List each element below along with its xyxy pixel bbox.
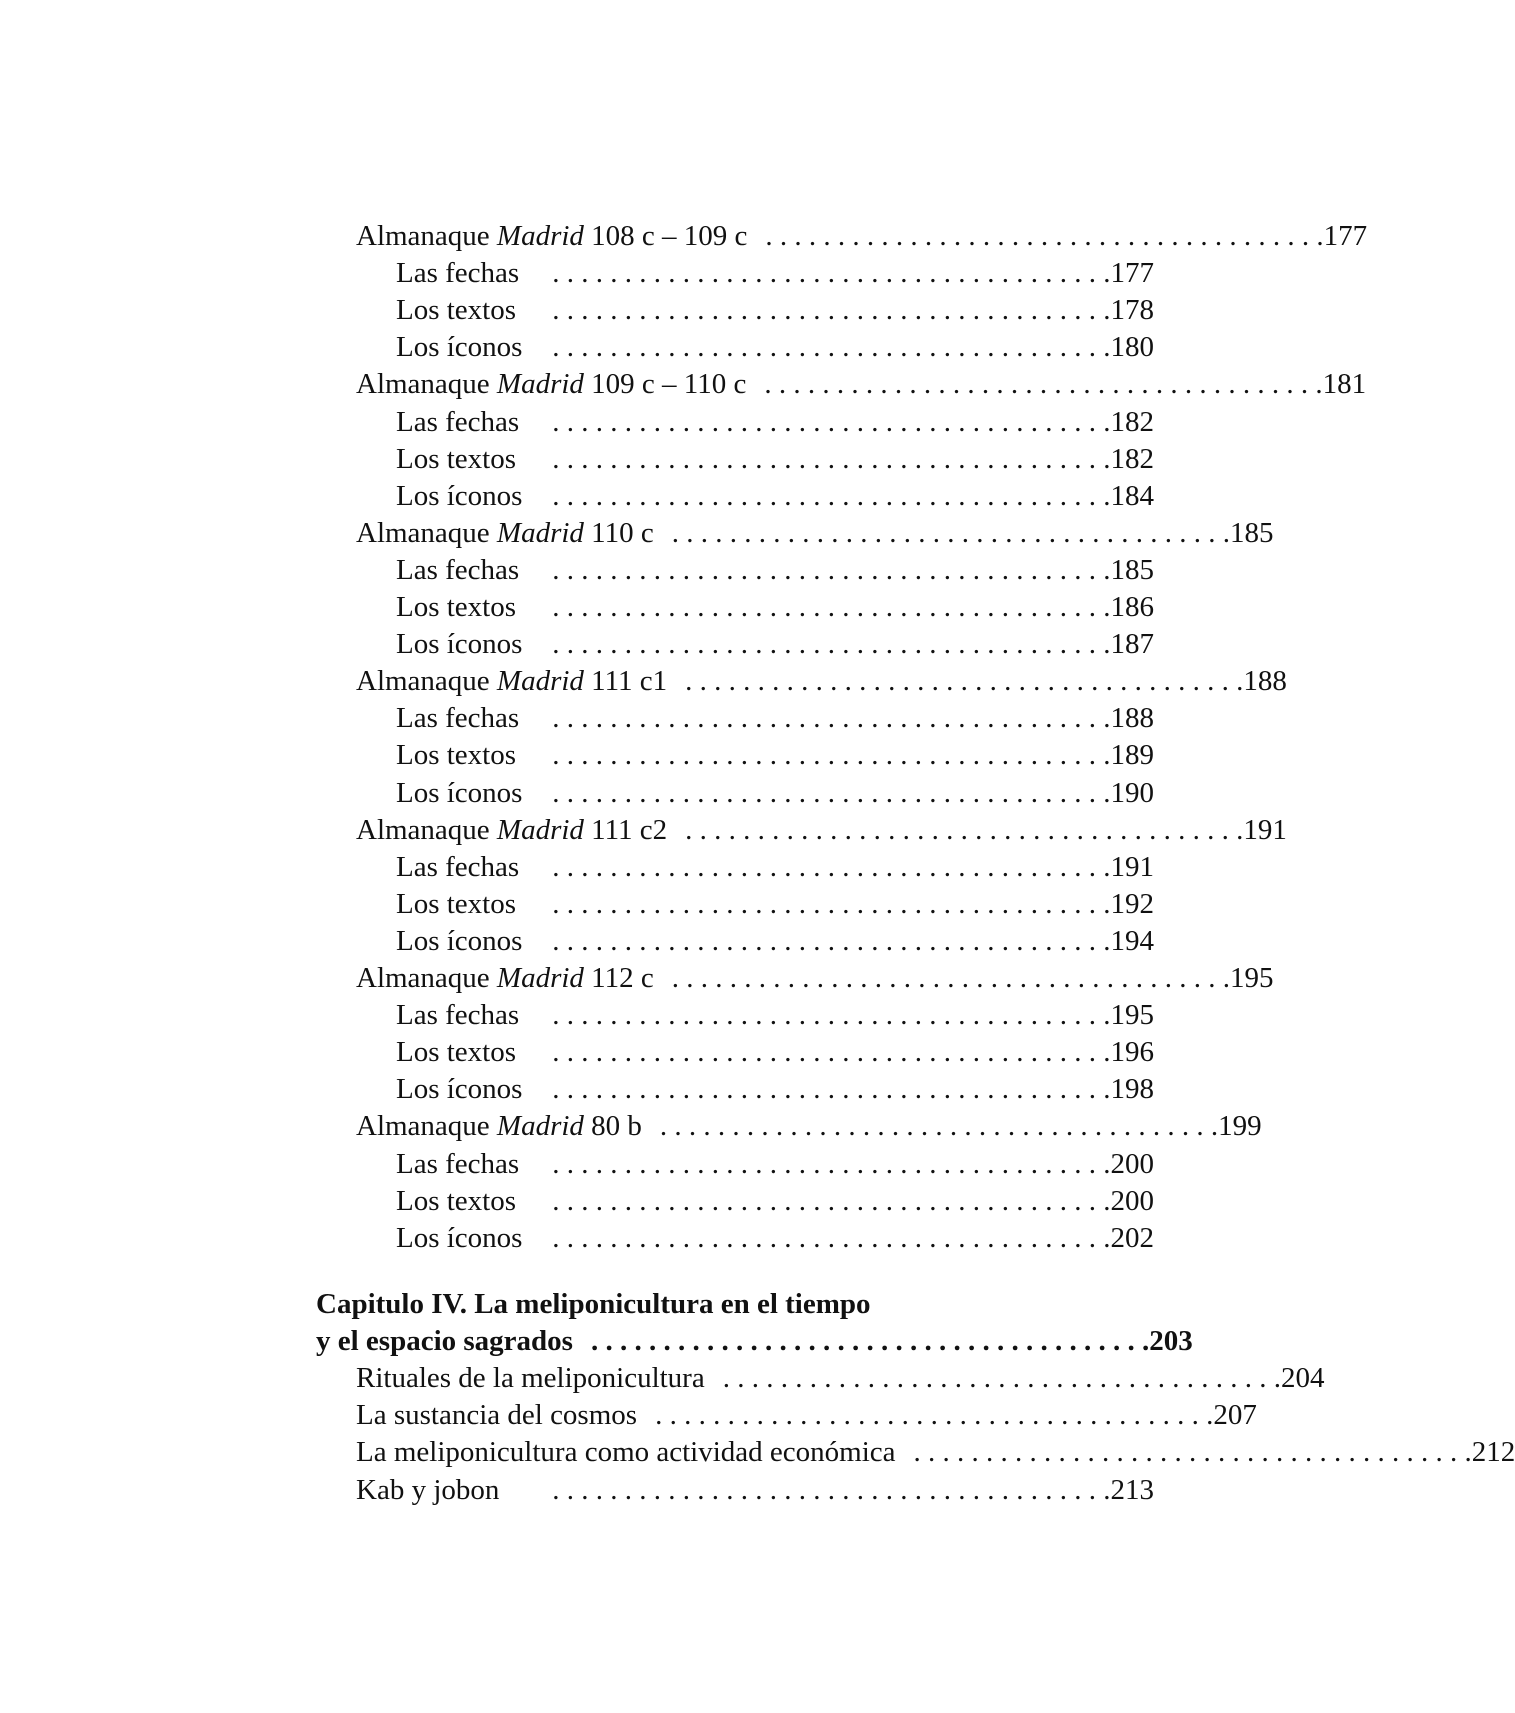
page-number: 191: [1243, 813, 1287, 846]
entry-title: Kab y jobon: [356, 1473, 500, 1506]
dot-leader: . . . . . . . . . . . . . . . . . . . . . . . . . . . . . . . . . . . . . . .: [552, 628, 1111, 661]
dot-leader: . . . . . . . . . . . . . . . . . . . . . . . . . . . . . . . . . . . . . . .: [552, 850, 1111, 883]
dot-leader: . . . . . . . . . . . . . . . . . . . . . . . . . . . . . . . . . . . . . . .: [552, 776, 1111, 809]
page-number: 188: [1243, 665, 1287, 698]
entry-title: Almanaque Madrid 112 c: [356, 962, 654, 994]
page-number: 185: [1110, 553, 1154, 586]
page-number: 200: [1110, 1147, 1154, 1180]
toc-entry-subsection[interactable]: [396, 329, 1154, 366]
toc-entry-section[interactable]: [356, 515, 1274, 552]
dot-leader: . . . . . . . . . . . . . . . . . . . . . . . . . . . . . . . . . . . . . . .: [765, 220, 1324, 252]
entry-title: Las fechas: [396, 553, 520, 586]
page-number: 188: [1110, 702, 1154, 735]
entry-title: Los textos: [396, 887, 517, 920]
entry-title: Almanaque Madrid 108 c – 109 c: [356, 220, 748, 252]
dot-leader: . . . . . . . . . . . . . . . . . . . . . . . . . . . . . . . . . . . . . . .: [552, 999, 1111, 1032]
dot-leader: . . . . . . . . . . . . . . . . . . . . . . . . . . . . . . . . . . . . . . .: [671, 516, 1230, 549]
page-number: 184: [1110, 479, 1154, 512]
page-number: 190: [1110, 776, 1154, 809]
entry-title: Los textos: [396, 1036, 517, 1069]
toc-entry-subsection[interactable]: [396, 478, 1154, 515]
page-number: 182: [1110, 442, 1154, 475]
dot-leader: . . . . . . . . . . . . . . . . . . . . . . . . . . . . . . . . . . . . . . .: [671, 962, 1230, 994]
entry-title: Los íconos: [396, 1221, 523, 1254]
toc-entry-subsection[interactable]: [396, 775, 1154, 812]
page-number: 177: [1110, 257, 1154, 290]
entry-title: Las fechas: [396, 999, 520, 1032]
toc-entry-section[interactable]: [356, 812, 1287, 849]
toc-entry-section[interactable]: [356, 1472, 1154, 1509]
page-number: 187: [1110, 628, 1154, 661]
entry-title: Los íconos: [396, 479, 523, 512]
page-number: 178: [1110, 294, 1154, 327]
page-number: 202: [1110, 1221, 1154, 1254]
dot-leader: . . . . . . . . . . . . . . . . . . . . . . . . . . . . . . . . . . . . . . .: [552, 257, 1111, 290]
entry-title: Almanaque Madrid 111 c2: [356, 813, 668, 846]
page-number: 186: [1110, 591, 1154, 623]
chapter-title-line1: [316, 1286, 1154, 1323]
toc-entry-subsection[interactable]: [396, 626, 1154, 663]
page-number: 194: [1110, 924, 1154, 957]
entry-title: La sustancia del cosmos: [356, 1399, 638, 1432]
page-number: 177: [1323, 220, 1368, 252]
toc-entry-section[interactable]: [356, 663, 1287, 700]
toc-entry-section[interactable]: [356, 1108, 1262, 1145]
entry-title: Almanaque Madrid 80 b: [356, 1110, 642, 1143]
entry-title: Las fechas: [396, 850, 520, 883]
toc-entry-subsection[interactable]: [396, 292, 1154, 329]
page-number: 199: [1218, 1110, 1262, 1143]
dot-leader: . . . . . . . . . . . . . . . . . . . . . . . . . . . . . . . . . . . . . . .: [552, 1036, 1111, 1069]
dot-leader: . . . . . . . . . . . . . . . . . . . . . . . . . . . . . . . . . . . . . . .: [655, 1399, 1214, 1432]
entry-title: Las fechas: [396, 1147, 520, 1180]
page-number: 207: [1213, 1399, 1257, 1432]
toc-entry-subsection[interactable]: [396, 849, 1154, 886]
dot-leader: . . . . . . . . . . . . . . . . . . . . . . . . . . . . . . . . . . . . . . .: [685, 813, 1244, 846]
toc-entry-subsection[interactable]: [396, 1146, 1154, 1183]
toc-entry-subsection[interactable]: [396, 552, 1154, 589]
page-number: 212: [1471, 1436, 1515, 1469]
toc-entry-subsection[interactable]: [396, 255, 1154, 292]
dot-leader: . . . . . . . . . . . . . . . . . . . . . . . . . . . . . . . . . . . . . . .: [552, 1147, 1111, 1180]
dot-leader: . . . . . . . . . . . . . . . . . . . . . . . . . . . . . . . . . . . . . . .: [552, 591, 1111, 623]
page-number: 198: [1110, 1073, 1154, 1106]
entry-title: La meliponicultura como actividad económica: [356, 1436, 896, 1469]
dot-leader: . . . . . . . . . . . . . . . . . . . . . . . . . . . . . . . . . . . . . . .: [552, 442, 1111, 475]
entry-title: Los textos: [396, 1184, 517, 1217]
entry-title: Los íconos: [396, 1073, 523, 1106]
entry-title: Los textos: [396, 591, 517, 623]
entry-title: Los íconos: [396, 776, 523, 809]
entry-title: Almanaque Madrid 111 c1: [356, 665, 668, 698]
entry-title: Las fechas: [396, 257, 520, 290]
toc-entry-subsection[interactable]: [396, 1220, 1154, 1257]
toc-entry-subsection[interactable]: [396, 923, 1154, 960]
entry-title: Almanaque Madrid 110 c: [356, 516, 654, 549]
page-number: 180: [1110, 331, 1154, 364]
page-number: 192: [1110, 887, 1154, 920]
dot-leader: . . . . . . . . . . . . . . . . . . . . . . . . . . . . . . . . . . . . . . .: [552, 1184, 1111, 1217]
entry-title: Las fechas: [396, 405, 520, 438]
page-number: 181: [1322, 368, 1367, 401]
toc-entry-section[interactable]: [356, 1360, 1325, 1397]
page-number: 195: [1229, 962, 1274, 994]
toc-entry-subsection[interactable]: [396, 1071, 1154, 1108]
dot-leader: . . . . . . . . . . . . . . . . . . . . . . . . . . . . . . . . . . . . . . .: [552, 553, 1111, 586]
page-number: 196: [1110, 1036, 1154, 1069]
entry-title: Los textos: [396, 442, 517, 475]
toc-entry-subsection[interactable]: [396, 1183, 1154, 1220]
toc-entry-subsection[interactable]: [396, 886, 1154, 923]
page-number: 191: [1110, 850, 1154, 883]
page-number: 200: [1110, 1184, 1154, 1217]
entry-title: Los textos: [396, 739, 517, 772]
dot-leader: . . . . . . . . . . . . . . . . . . . . . . . . . . . . . . . . . . . . . . .: [552, 702, 1111, 735]
entry-title: Almanaque Madrid 109 c – 110 c: [356, 368, 747, 401]
toc-entry-subsection[interactable]: [396, 589, 1154, 626]
page-number: 213: [1110, 1473, 1154, 1506]
dot-leader: . . . . . . . . . . . . . . . . . . . . . . . . . . . . . . . . . . . . . . .: [552, 1473, 1111, 1506]
entry-title: Los íconos: [396, 331, 523, 364]
toc-entry-subsection[interactable]: [396, 441, 1154, 478]
dot-leader: . . . . . . . . . . . . . . . . . . . . . . . . . . . . . . . . . . . . . . .: [764, 368, 1323, 401]
toc-entry-section[interactable]: [356, 960, 1274, 997]
dot-leader: . . . . . . . . . . . . . . . . . . . . . . . . . . . . . . . . . . . . . . .: [722, 1362, 1281, 1395]
page-number: 203: [1149, 1325, 1193, 1358]
toc-entry-section[interactable]: [356, 1397, 1257, 1434]
chapter-entry[interactable]: [316, 1323, 1193, 1360]
toc-entry-section[interactable]: [356, 366, 1367, 403]
toc-entry-subsection[interactable]: [396, 700, 1154, 737]
entry-title: Los textos: [396, 294, 517, 327]
toc-entry-subsection[interactable]: [396, 404, 1154, 441]
dot-leader: . . . . . . . . . . . . . . . . . . . . . . . . . . . . . . . . . . . . . . .: [913, 1436, 1472, 1469]
entry-title: Los íconos: [396, 924, 523, 957]
chapter-title-line2: y el espacio sagrados: [316, 1325, 573, 1358]
dot-leader: . . . . . . . . . . . . . . . . . . . . . . . . . . . . . . . . . . . . . . .: [552, 924, 1111, 957]
page-number: 182: [1110, 405, 1154, 438]
entry-title: Las fechas: [396, 702, 520, 735]
dot-leader: . . . . . . . . . . . . . . . . . . . . . . . . . . . . . . . . . . . . . . .: [552, 479, 1111, 512]
dot-leader: . . . . . . . . . . . . . . . . . . . . . . . . . . . . . . . . . . . . . . .: [552, 294, 1111, 327]
dot-leader: . . . . . . . . . . . . . . . . . . . . . . . . . . . . . . . . . . . . . . .: [552, 405, 1111, 438]
page-number: 189: [1110, 739, 1154, 772]
page-number: 185: [1229, 516, 1274, 549]
dot-leader: . . . . . . . . . . . . . . . . . . . . . . . . . . . . . . . . . . . . . . .: [552, 739, 1111, 772]
toc-entry-subsection[interactable]: [396, 997, 1154, 1034]
dot-leader: . . . . . . . . . . . . . . . . . . . . . . . . . . . . . . . . . . . . . . .: [552, 1221, 1111, 1254]
entry-title: Rituales de la meliponicultura: [356, 1362, 705, 1395]
page-number: 204: [1280, 1362, 1325, 1395]
dot-leader: . . . . . . . . . . . . . . . . . . . . . . . . . . . . . . . . . . . . . . .: [552, 1073, 1111, 1106]
toc-entry-subsection[interactable]: [396, 737, 1154, 774]
toc-entry-section[interactable]: [356, 218, 1368, 255]
page-number: 195: [1110, 999, 1154, 1032]
chapter-title: Capitulo IV. La meliponicultura en el tiempo: [316, 1288, 871, 1320]
dot-leader: . . . . . . . . . . . . . . . . . . . . . . . . . . . . . . . . . . . . . . .: [685, 665, 1244, 698]
dot-leader: . . . . . . . . . . . . . . . . . . . . . . . . . . . . . . . . . . . . . . .: [552, 887, 1111, 920]
entry-title: Los íconos: [396, 628, 523, 661]
dot-leader: . . . . . . . . . . . . . . . . . . . . . . . . . . . . . . . . . . . . . . .: [659, 1110, 1219, 1143]
toc-entry-subsection[interactable]: [396, 1034, 1154, 1071]
dot-leader: . . . . . . . . . . . . . . . . . . . . . . . . . . . . . . . . . . . . . . .: [552, 331, 1111, 364]
toc-entry-section[interactable]: [356, 1434, 1515, 1471]
dot-leader: . . . . . . . . . . . . . . . . . . . . . . . . . . . . . . . . . . . . . . .: [590, 1325, 1150, 1358]
